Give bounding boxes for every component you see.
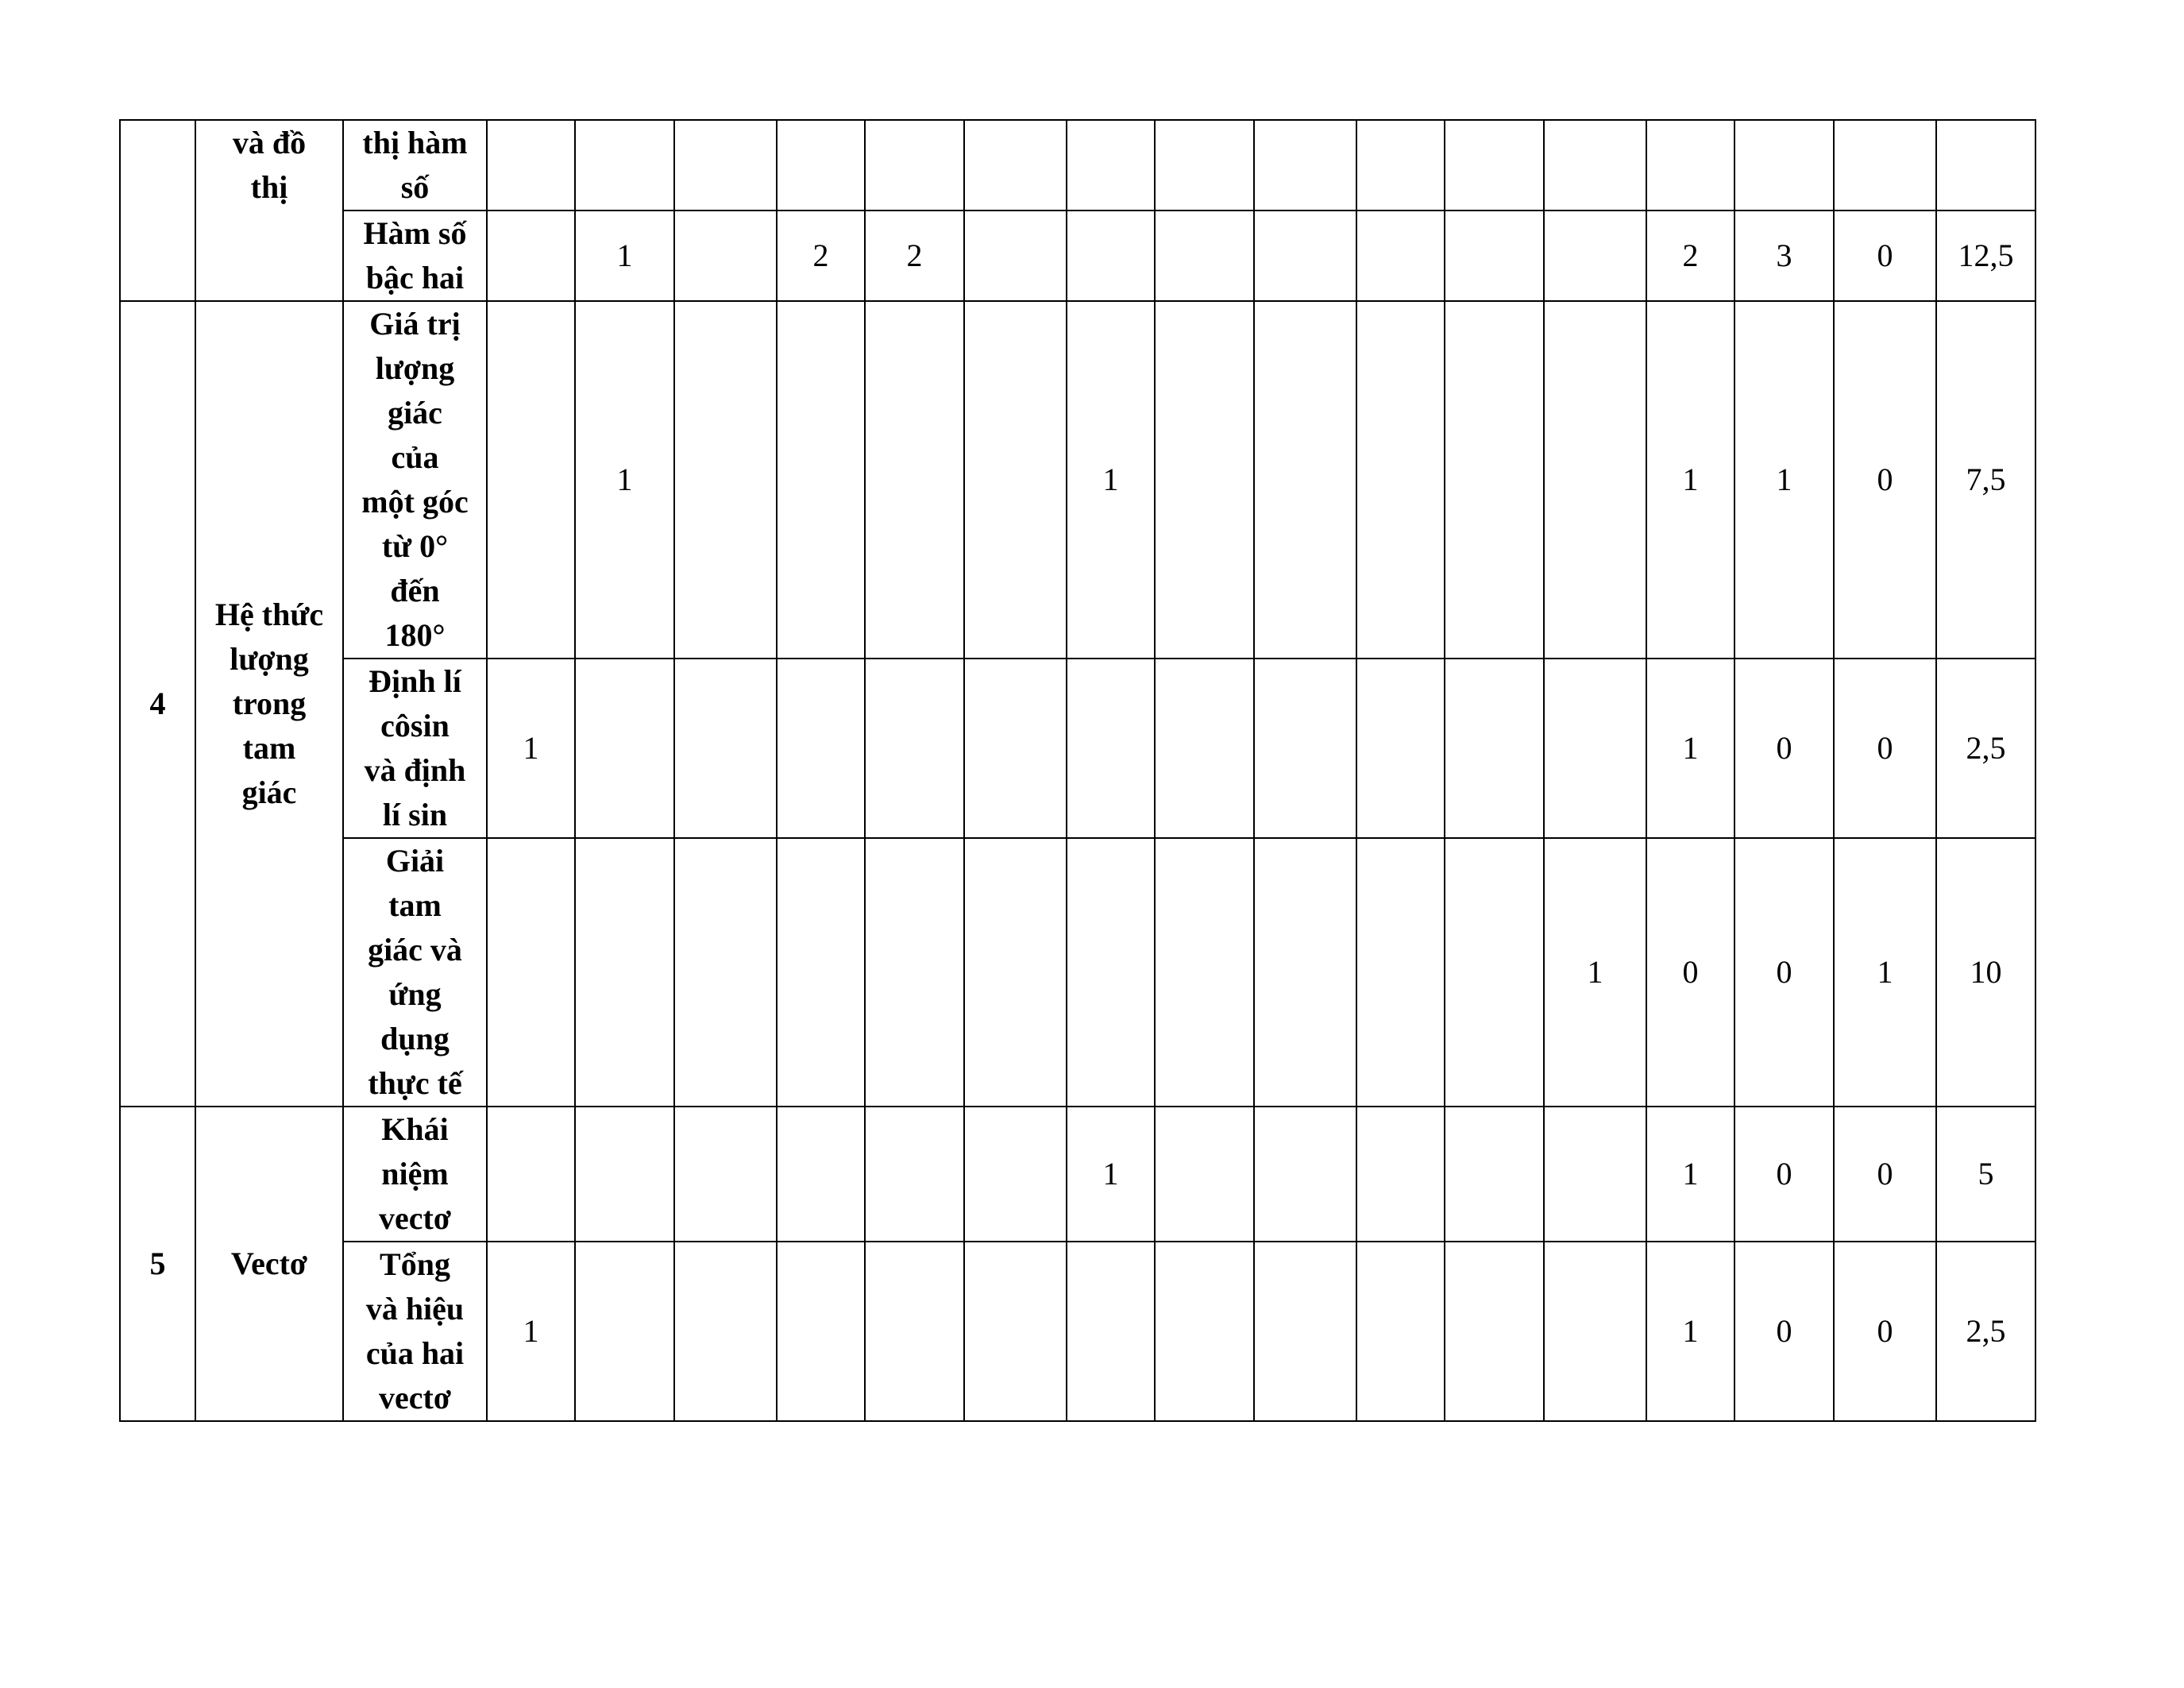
topic-name: Vectơ (230, 1246, 308, 1281)
count-cell (1067, 1242, 1155, 1421)
count-cell (1155, 301, 1254, 659)
table-row (120, 1242, 2035, 1421)
count-cell (487, 1107, 575, 1242)
count-cell (674, 301, 777, 659)
total-cell: 1 (1646, 1107, 1734, 1242)
count-cell (575, 1242, 674, 1421)
lesson-name: Tổng và hiệu của hai vectơ (365, 1246, 465, 1416)
total-cell: 1 (1646, 659, 1734, 838)
count-cell (1356, 1107, 1445, 1242)
count-cell (487, 838, 575, 1107)
count-cell (1445, 211, 1544, 301)
table-row (120, 211, 2035, 301)
count-cell (487, 301, 575, 659)
count-cell (1254, 659, 1356, 838)
lesson-name: Hàm số bậc hai (363, 215, 467, 295)
count-cell (964, 120, 1067, 211)
lesson-name-cell (343, 838, 487, 1107)
count-cell (1356, 1242, 1445, 1421)
count-cell (1544, 1242, 1646, 1421)
count-cell (1155, 1107, 1254, 1242)
count-cell (1445, 659, 1544, 838)
count-cell (1155, 211, 1254, 301)
lesson-name: Khái niệm vectơ (379, 1111, 451, 1236)
count-cell (1356, 838, 1445, 1107)
count-cell (777, 1107, 865, 1242)
lesson-name: Định lí côsin và định lí sin (364, 663, 466, 832)
percent-cell: 5 (1936, 1107, 2035, 1242)
count-cell (964, 659, 1067, 838)
count-cell (1254, 838, 1356, 1107)
count-cell: 1 (575, 301, 674, 659)
count-cell (1544, 1107, 1646, 1242)
total-cell: 0 (1646, 838, 1734, 1107)
total-cell: 0 (1834, 659, 1936, 838)
count-cell (1544, 120, 1646, 211)
topic-number-cell: 5 (120, 1107, 195, 1421)
count-cell: 1 (1067, 301, 1155, 659)
table-row (120, 120, 2035, 211)
table-row (120, 838, 2035, 1107)
lesson-name-cell (343, 1242, 487, 1421)
count-cell (865, 301, 964, 659)
count-cell (674, 659, 777, 838)
count-cell (1155, 659, 1254, 838)
total-cell: 0 (1734, 1242, 1834, 1421)
count-cell (1445, 1107, 1544, 1242)
count-cell (1356, 301, 1445, 659)
topic-name-cell (195, 120, 343, 301)
count-cell (964, 1242, 1067, 1421)
count-cell (964, 301, 1067, 659)
count-cell (575, 120, 674, 211)
table-row (120, 1107, 2035, 1242)
count-cell (777, 301, 865, 659)
total-cell: 1 (1834, 838, 1936, 1107)
total-cell: 1 (1646, 301, 1734, 659)
count-cell (777, 1242, 865, 1421)
total-cell: 3 (1734, 211, 1834, 301)
lesson-name: Giá trị lượng giác của một góc từ 0° đến 180° (361, 306, 469, 653)
count-cell (964, 211, 1067, 301)
count-cell (1445, 301, 1544, 659)
count-cell (575, 838, 674, 1107)
count-cell (674, 838, 777, 1107)
count-cell (674, 120, 777, 211)
count-cell (1067, 211, 1155, 301)
count-cell (865, 1107, 964, 1242)
count-cell (1254, 120, 1356, 211)
count-cell (674, 211, 777, 301)
count-cell (1254, 1107, 1356, 1242)
total-cell: 1 (1646, 1242, 1734, 1421)
lesson-name-cell (343, 211, 487, 301)
total-cell: 0 (1734, 659, 1834, 838)
total-cell (1734, 120, 1834, 211)
assessment-matrix-table (119, 119, 2036, 1422)
total-cell: 2 (1646, 211, 1734, 301)
topic-name-cell (195, 301, 343, 1107)
percent-cell: 12,5 (1936, 211, 2035, 301)
total-cell (1834, 120, 1936, 211)
count-cell (1544, 659, 1646, 838)
count-cell (865, 1242, 964, 1421)
count-cell: 1 (487, 1242, 575, 1421)
table-row (120, 659, 2035, 838)
count-cell (1445, 838, 1544, 1107)
count-cell (674, 1242, 777, 1421)
count-cell (1254, 301, 1356, 659)
table-row (120, 301, 2035, 659)
percent-cell: 2,5 (1936, 659, 2035, 838)
count-cell (487, 211, 575, 301)
lesson-name: Giải tam giác và ứng dụng thực tế (368, 843, 462, 1101)
count-cell (1155, 1242, 1254, 1421)
total-cell: 0 (1734, 1107, 1834, 1242)
count-cell (865, 120, 964, 211)
total-cell: 0 (1834, 211, 1936, 301)
count-cell (1254, 211, 1356, 301)
count-cell (1544, 301, 1646, 659)
count-cell (674, 1107, 777, 1242)
total-cell: 0 (1834, 1242, 1936, 1421)
total-cell: 0 (1834, 301, 1936, 659)
percent-cell: 7,5 (1936, 301, 2035, 659)
count-cell (1067, 659, 1155, 838)
lesson-name-cell (343, 301, 487, 659)
count-cell (1445, 1242, 1544, 1421)
count-cell (1155, 120, 1254, 211)
percent-cell: 10 (1936, 838, 2035, 1107)
count-cell (1254, 1242, 1356, 1421)
count-cell: 1 (575, 211, 674, 301)
lesson-name-cell (343, 120, 487, 211)
lesson-name: thị hàm số (362, 125, 468, 205)
topic-name: và đồ thị (232, 125, 307, 205)
count-cell (777, 659, 865, 838)
topic-number-cell (120, 120, 195, 301)
topic-name-cell (195, 1107, 343, 1421)
lesson-name-cell (343, 659, 487, 838)
count-cell (575, 659, 674, 838)
count-cell: 2 (865, 211, 964, 301)
count-cell (1067, 120, 1155, 211)
count-cell (777, 838, 865, 1107)
count-cell (1356, 120, 1445, 211)
count-cell (865, 838, 964, 1107)
topic-number-cell: 4 (120, 301, 195, 1107)
count-cell: 1 (487, 659, 575, 838)
count-cell (1155, 838, 1254, 1107)
count-cell: 2 (777, 211, 865, 301)
count-cell: 1 (1544, 838, 1646, 1107)
total-cell: 0 (1734, 838, 1834, 1107)
count-cell (1356, 211, 1445, 301)
count-cell: 1 (1067, 1107, 1155, 1242)
lesson-name-cell (343, 1107, 487, 1242)
count-cell (575, 1107, 674, 1242)
percent-cell: 2,5 (1936, 1242, 2035, 1421)
count-cell (1445, 120, 1544, 211)
count-cell (487, 120, 575, 211)
percent-cell (1936, 120, 2035, 211)
total-cell: 1 (1734, 301, 1834, 659)
count-cell (1356, 659, 1445, 838)
count-cell (1544, 211, 1646, 301)
count-cell (1067, 838, 1155, 1107)
count-cell (964, 1107, 1067, 1242)
total-cell: 0 (1834, 1107, 1936, 1242)
count-cell (865, 659, 964, 838)
total-cell (1646, 120, 1734, 211)
count-cell (964, 838, 1067, 1107)
count-cell (777, 120, 865, 211)
topic-name: Hệ thức lượng trong tam giác (214, 597, 324, 810)
